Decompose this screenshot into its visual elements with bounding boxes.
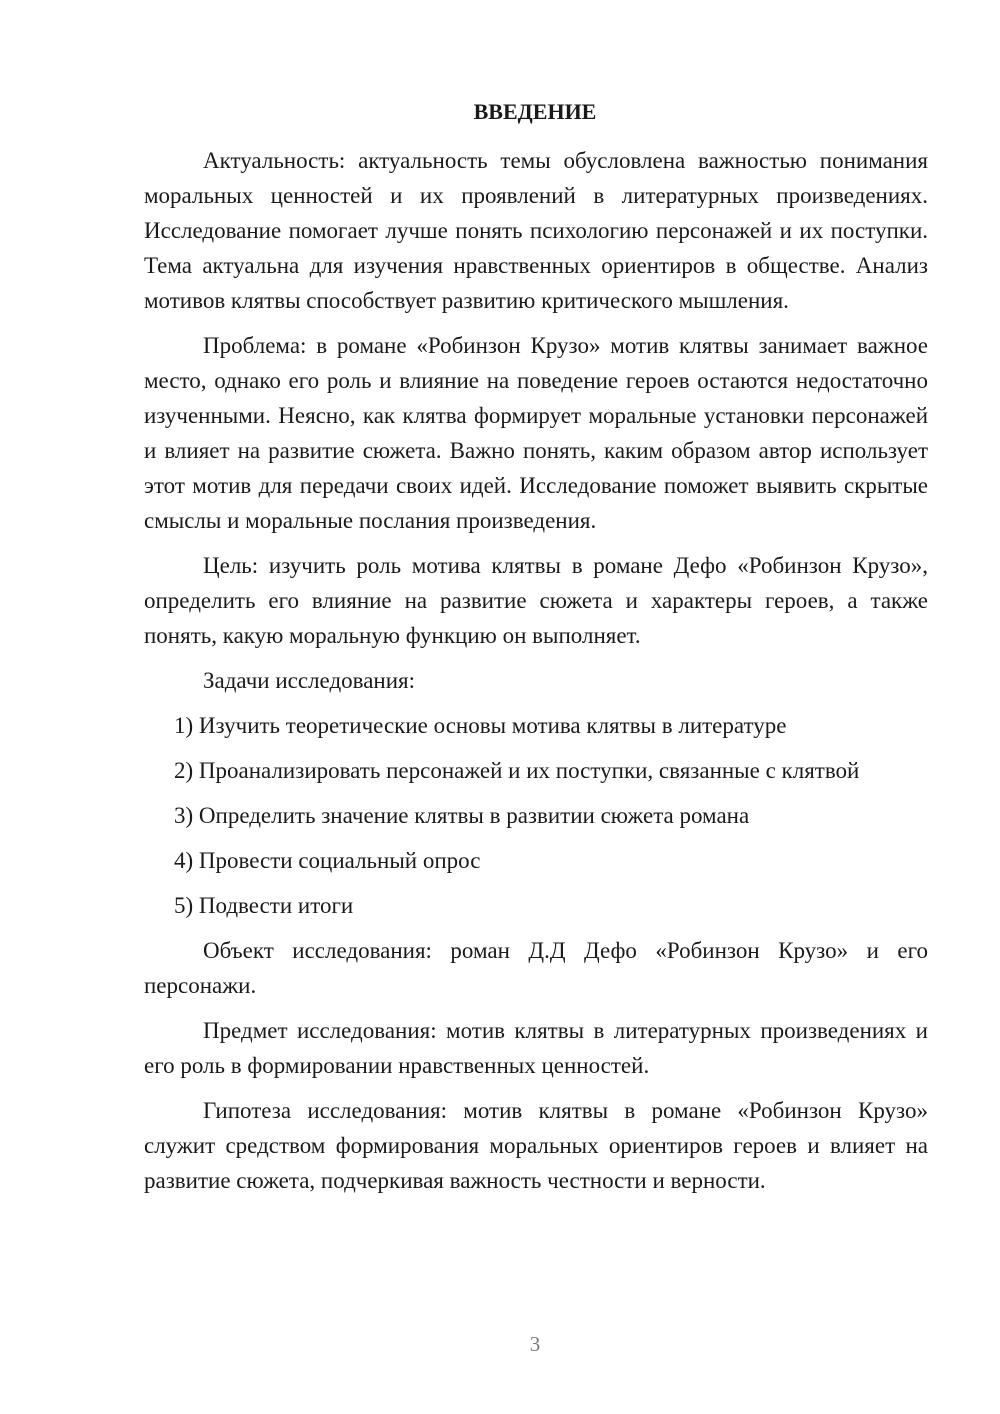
paragraph-problem: Проблема: в романе «Робинзон Крузо» мотив клятвы занимает важное место, однако его роль и влияние на поведение героев остаются недостаточно изученными. Неясно, как клятва формирует моральные установки персонажей и влияет на развитие сюжета. Важно понять, каким образом автор использует этот мотив для передачи своих идей. Исследование поможет выявить скрытые смыслы и моральные послания произведения. <box>144 333 928 533</box>
paragraph-subject: Предмет исследования: мотив клятвы в литературных произведениях и его роль в формировании нравственных ценностей. <box>144 1018 928 1078</box>
document-body <box>144 143 928 1208</box>
tasks-heading: Задачи исследования: <box>203 668 416 693</box>
page-number: 3 <box>529 1332 541 1356</box>
list-item: 4) Провести социальный опрос <box>174 848 481 873</box>
tasks-list <box>144 708 928 923</box>
paragraph-relevance: Актуальность: актуальность темы обусловлена важностью понимания моральных ценностей и их проявлений в литературных произведениях. Исследование помогает лучше понять психологию персонажей и их поступки. Тема актуальна для изучения нравственных ориентиров в обществе. Анализ мотивов клятвы способствует развитию критического мышления. <box>144 148 928 313</box>
paragraph-hypothesis: Гипотеза исследования: мотив клятвы в романе «Робинзон Крузо» служит средством формирования моральных ориентиров героев и влияет на развитие сюжета, подчеркивая важность честности и верности. <box>144 1098 928 1193</box>
paragraph-object: Объект исследования: роман Д.Д Дефо «Робинзон Крузо» и его персонажи. <box>144 938 928 998</box>
section-title: ВВЕДЕНИЕ <box>473 99 597 124</box>
paragraph-goal: Цель: изучить роль мотива клятвы в романе Дефо «Робинзон Крузо», определить его влияние на развитие сюжета и характеры героев, а также понять, какую моральную функцию он выполняет. <box>144 553 928 648</box>
list-item: 5) Подвести итоги <box>174 893 354 918</box>
list-item: 2) Проанализировать персонажей и их поступки, связанные с клятвой <box>174 758 860 783</box>
list-item: 1) Изучить теоретические основы мотива клятвы в литературе <box>174 713 787 738</box>
list-item: 3) Определить значение клятвы в развитии сюжета романа <box>174 803 750 828</box>
